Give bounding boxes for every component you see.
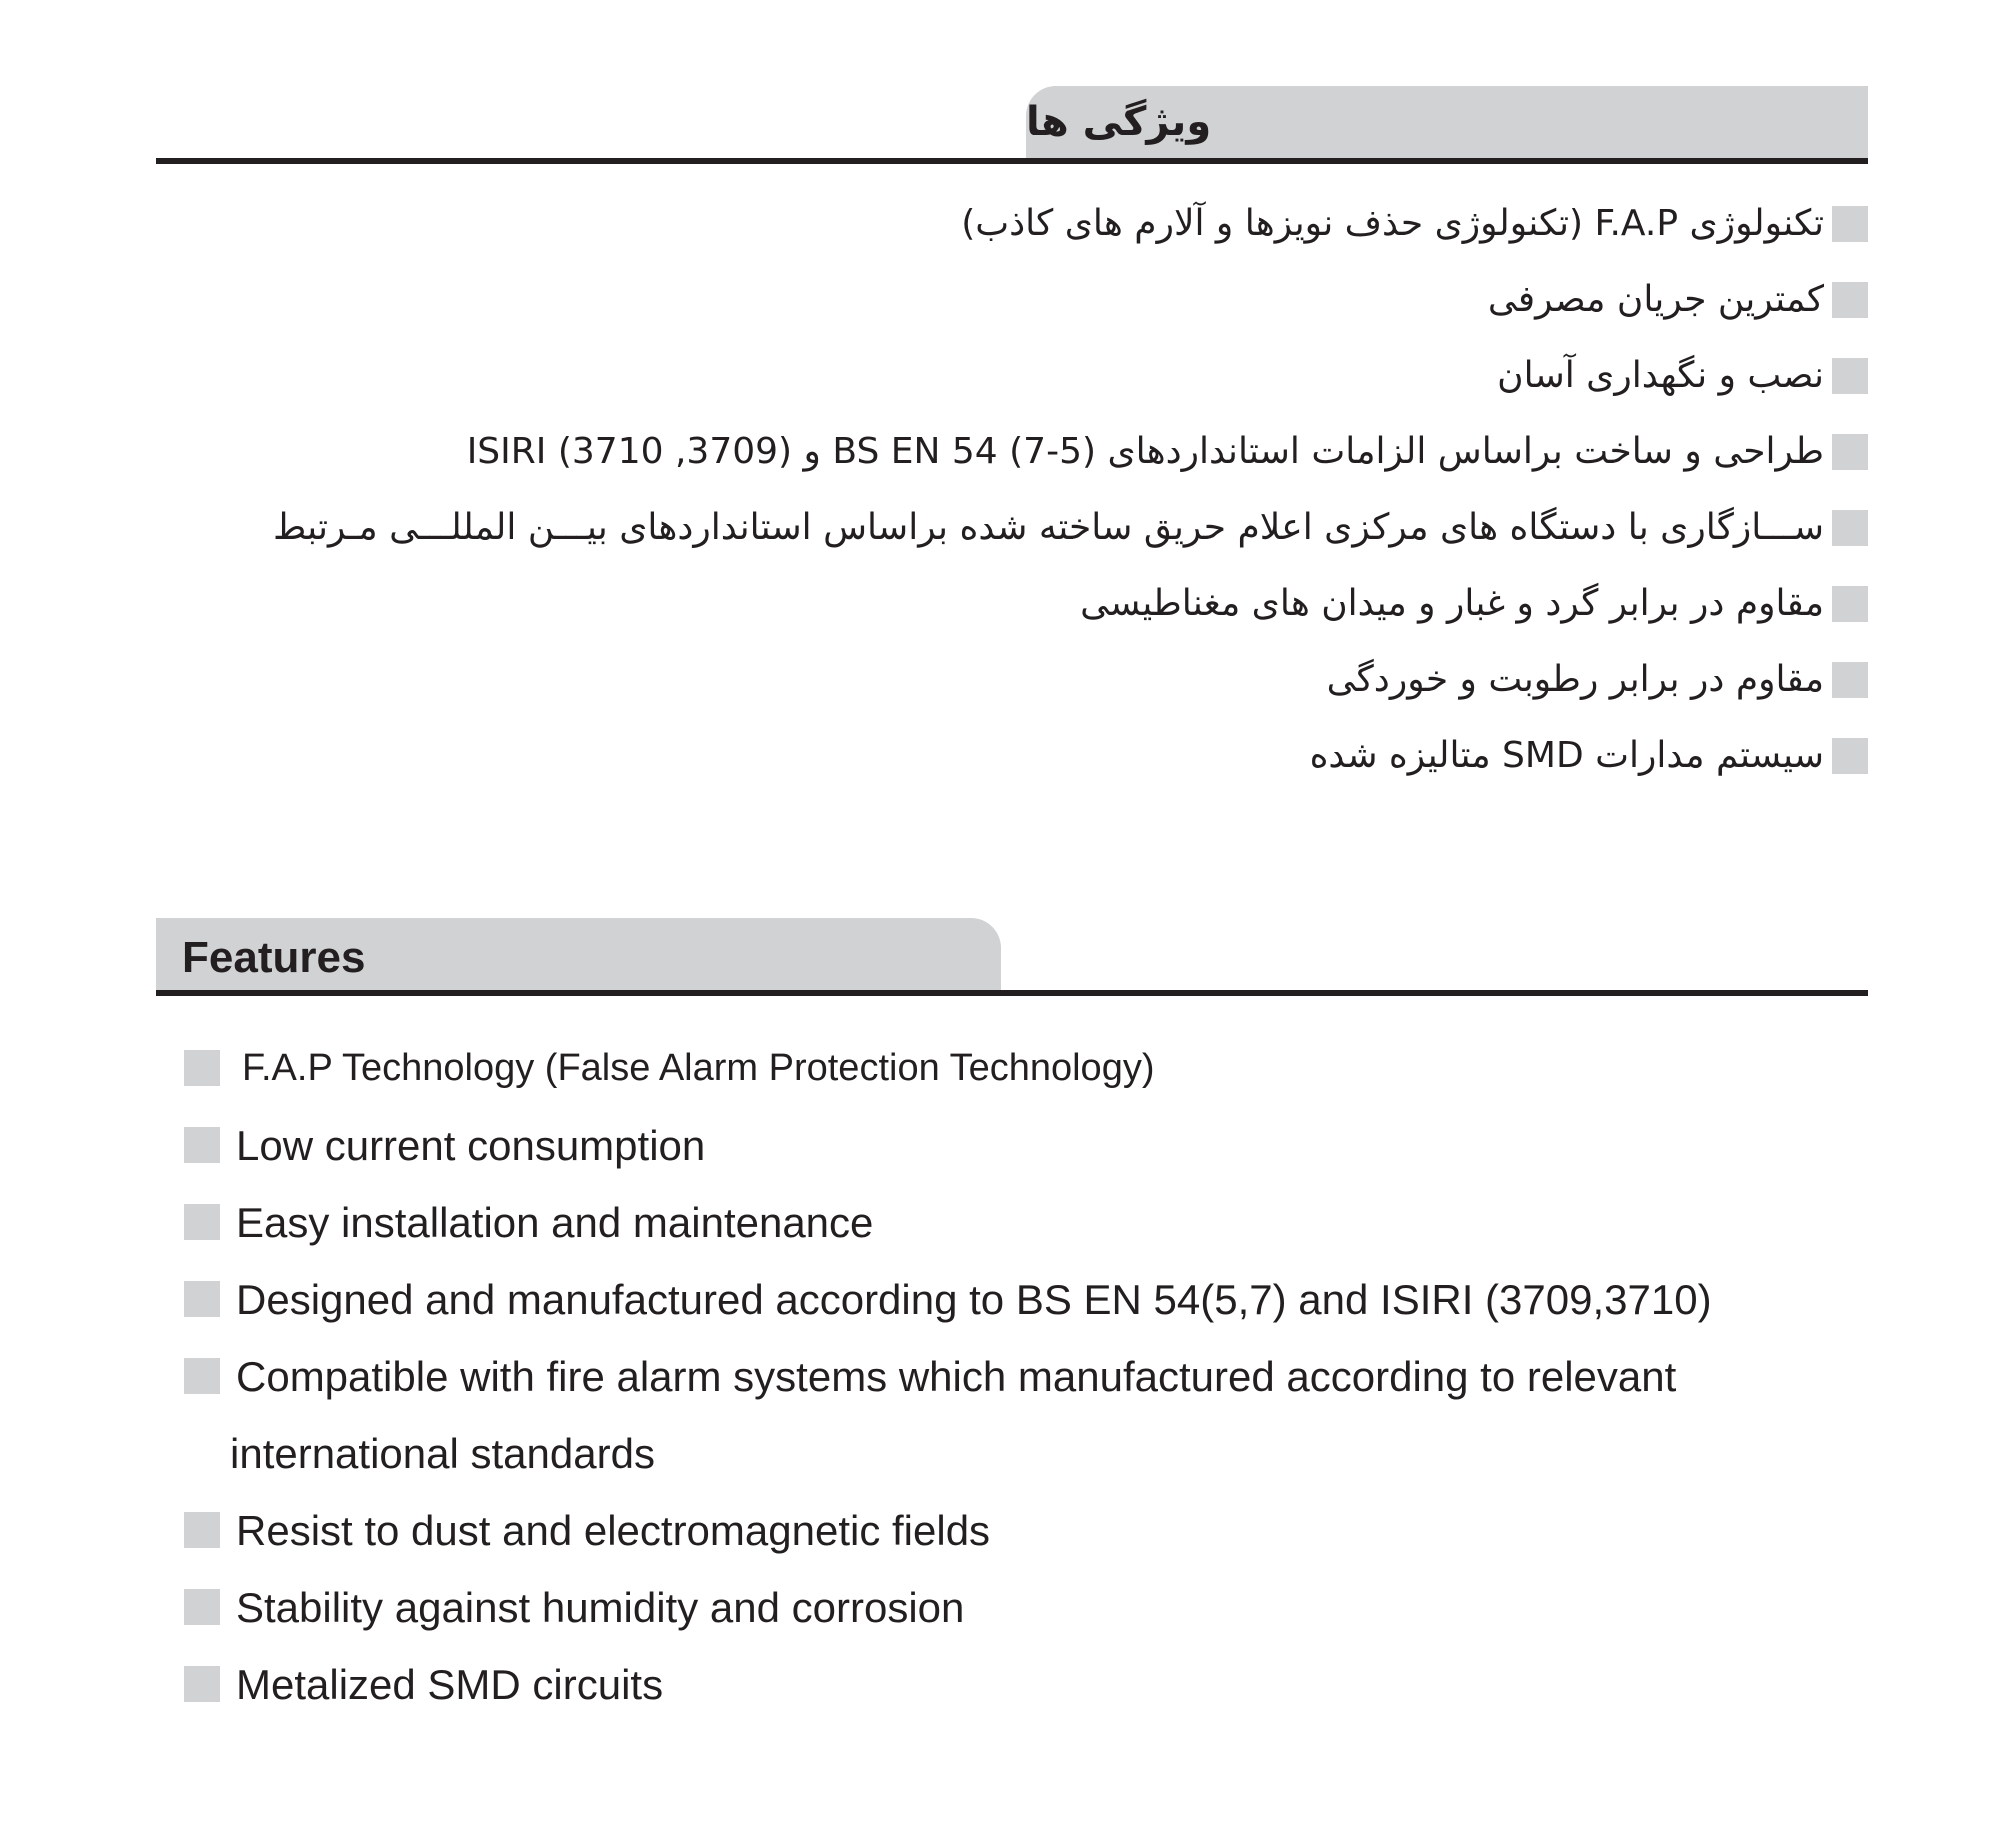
feature-text: Resist to dust and electromagnetic fields (236, 1507, 991, 1554)
bullet-square-icon (184, 1204, 220, 1240)
list-item (156, 718, 1868, 794)
list-item (156, 414, 1868, 490)
english-features-section (156, 918, 1868, 1723)
list-item (156, 566, 1868, 642)
bullet-square-icon (1832, 282, 1868, 318)
bullet-square-icon (1832, 510, 1868, 546)
list-item (156, 642, 1868, 718)
bullet-square-icon (184, 1050, 220, 1086)
feature-text: Metalized SMD circuits (236, 1661, 664, 1708)
persian-section-title: ویژگی ها (1026, 86, 1868, 158)
feature-text: Designed and manufactured according to BS EN 54(5,7) and ISIRI (3709,3710) (236, 1276, 1712, 1323)
feature-text: Easy installation and maintenance (236, 1199, 874, 1246)
list-item (156, 1261, 1868, 1338)
feature-text: F.A.P Technology (False Alarm Protection Technology) (242, 1047, 1155, 1089)
feature-text: مقاوم در برابر گرد و غبار و میدان های مغناطیسی (1080, 583, 1824, 624)
persian-feature-list (156, 164, 1868, 794)
bullet-square-icon (184, 1281, 220, 1317)
bullet-square-icon (1832, 586, 1868, 622)
list-item (156, 1030, 1868, 1107)
list-item (156, 490, 1868, 566)
bullet-square-icon (184, 1666, 220, 1702)
persian-header (156, 86, 1868, 164)
list-item (156, 1569, 1868, 1646)
feature-text: کمترین جریان مصرفی (1487, 279, 1824, 320)
bullet-square-icon (184, 1358, 220, 1394)
feature-text: Low current consumption (236, 1122, 706, 1169)
feature-text: طراحی و ساخت براساس الزامات استانداردهای (5-7) BS EN 54 و (3709, 3710) ISIRI (466, 431, 1824, 472)
bullet-square-icon (1832, 358, 1868, 394)
list-item (156, 338, 1868, 414)
feature-text-continued: international standards (230, 1430, 655, 1477)
bullet-square-icon (1832, 738, 1868, 774)
feature-text: مقاوم در برابر رطوبت و خوردگی (1326, 659, 1824, 700)
persian-features-section (156, 86, 1868, 794)
list-item (156, 1107, 1868, 1184)
list-item (156, 1184, 1868, 1261)
english-section-title: Features (156, 918, 1001, 990)
bullet-square-icon (1832, 662, 1868, 698)
feature-text: سیستم مدارات SMD متالیزه شده (1309, 735, 1824, 776)
list-item (156, 186, 1868, 262)
bullet-square-icon (184, 1127, 220, 1163)
bullet-square-icon (184, 1512, 220, 1548)
feature-text: ســـازگاری با دستگاه های مرکزی اعلام حریق ساخته شده براساس استانداردهای بیـــن المللـــی مـرتبط (272, 507, 1824, 548)
english-header (156, 918, 1868, 996)
feature-text: Compatible with fire alarm systems which manufactured according to relevant (236, 1353, 1677, 1400)
bullet-square-icon (1832, 206, 1868, 242)
list-item (156, 1338, 1868, 1492)
feature-text: Stability against humidity and corrosion (236, 1584, 965, 1631)
bullet-square-icon (184, 1589, 220, 1625)
list-item (156, 262, 1868, 338)
feature-text: نصب و نگهداری آسان (1497, 355, 1824, 396)
list-item (156, 1492, 1868, 1569)
bullet-square-icon (1832, 434, 1868, 470)
english-feature-list (156, 996, 1868, 1723)
feature-text: تکنولوژی F.A.P (تکنولوژی حذف نویزها و آلارم های کاذب) (961, 203, 1824, 244)
list-item (156, 1646, 1868, 1723)
